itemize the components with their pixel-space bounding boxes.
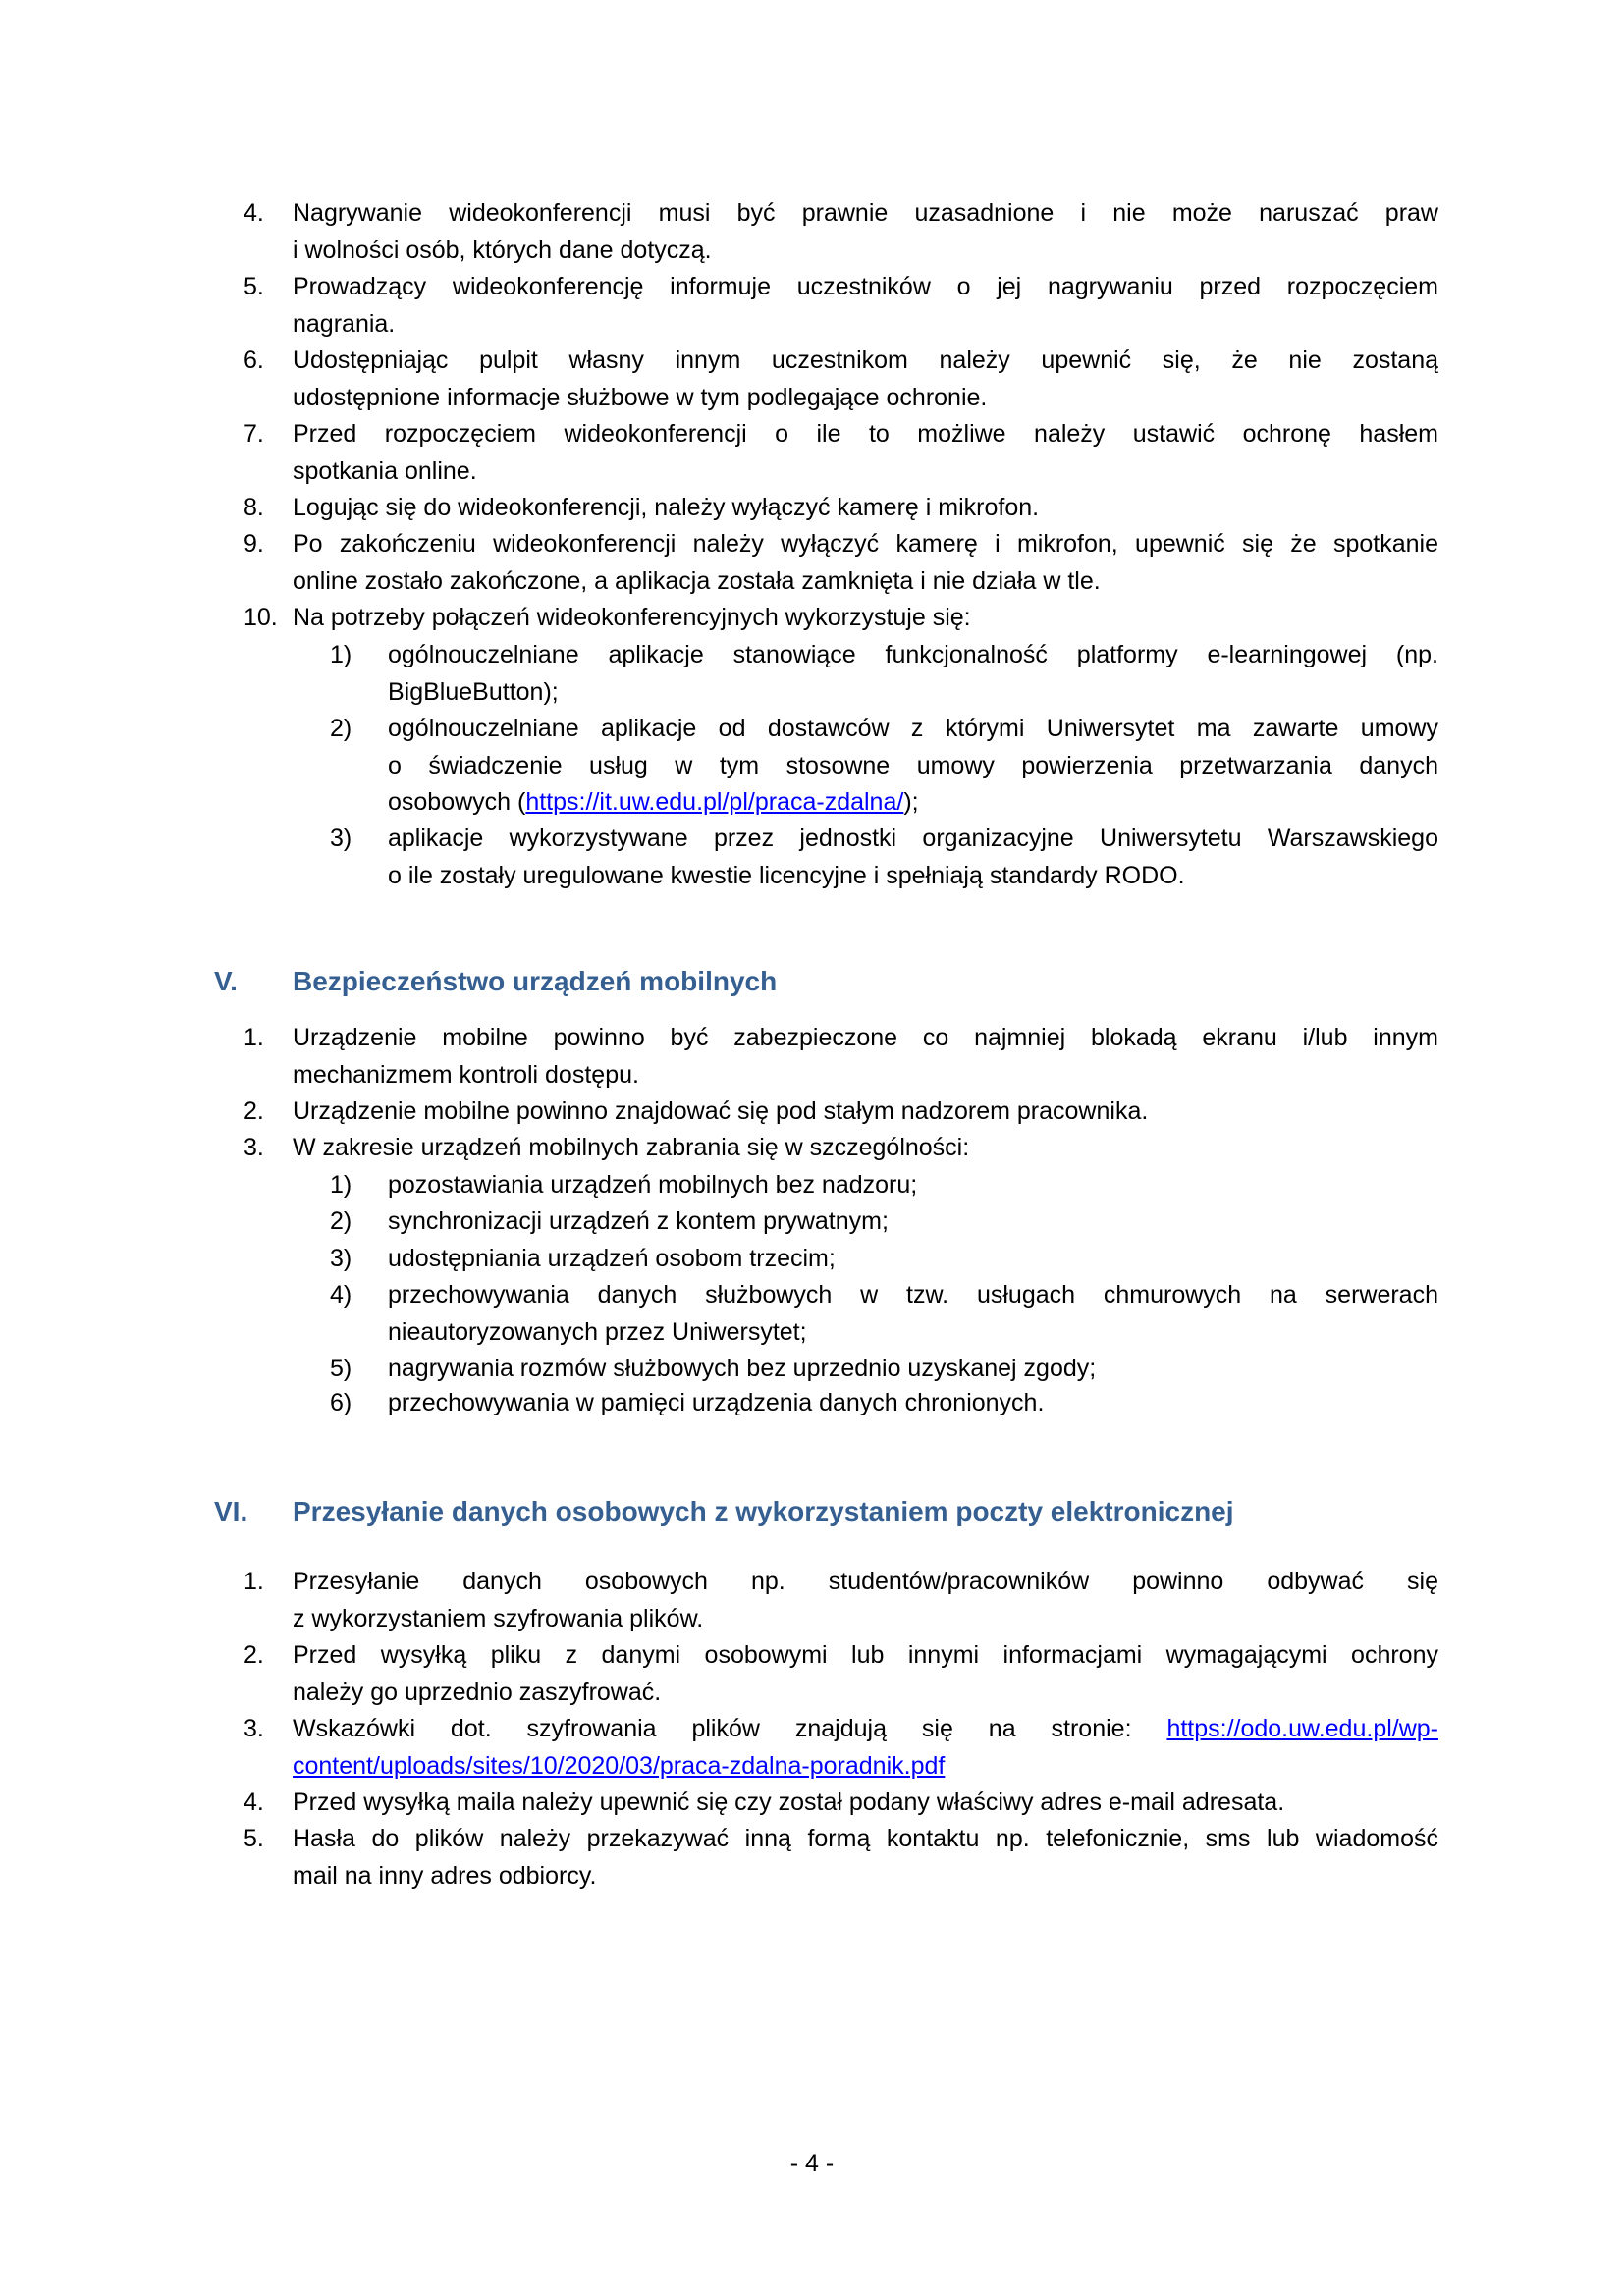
- text-prefix: Wskazówki dot. szyfrowania plików znajdują się na stronie:: [293, 1715, 1167, 1742]
- item-text: Przesyłanie danych osobowych np. studentów/pracowników powinno odbywać się: [293, 1568, 1438, 1595]
- item-text-with-link: [293, 1711, 1438, 1748]
- item-text: Udostępniając pulpit własny innym uczestnikom należy upewnić się, że nie zostaną: [293, 347, 1438, 374]
- subitem-number: 3): [330, 1245, 352, 1272]
- text-suffix: );: [903, 788, 919, 816]
- item-text-with-link: [388, 784, 1438, 822]
- item-text: z wykorzystaniem szyfrowania plików.: [293, 1604, 704, 1632]
- item-text: mechanizmem kontroli dostępu.: [293, 1060, 639, 1089]
- text-prefix: osobowych (: [388, 788, 526, 816]
- item-text-with-link: [293, 1748, 1438, 1786]
- item-text: Hasła do plików należy przekazywać inną formą kontaktu np. telefonicznie, sms lub wiadomość: [293, 1825, 1438, 1852]
- item-text: o świadczenie usług w tym stosowne umowy powierzenia przetwarzania danych: [388, 751, 1438, 779]
- item-text: pozostawiania urządzeń mobilnych bez nadzoru;: [388, 1171, 918, 1199]
- encryption-guide-link-continued[interactable]: content/uploads/sites/10/2020/03/praca-zdalna-poradnik.pdf: [293, 1751, 946, 1780]
- section-number: VI.: [214, 1496, 248, 1526]
- item-number: 5.: [244, 1825, 264, 1852]
- item-number: 1.: [244, 1568, 264, 1595]
- item-text: BigBlueButton);: [388, 677, 559, 706]
- section-title: Przesyłanie danych osobowych z wykorzystaniem poczty elektronicznej: [293, 1496, 1234, 1526]
- item-text: przechowywania danych służbowych w tzw. usługach chmurowych na serwerach: [388, 1281, 1438, 1308]
- praca-zdalna-link[interactable]: https://it.uw.edu.pl/pl/praca-zdalna/: [525, 788, 904, 816]
- item-text: Przed wysyłką maila należy upewnić się czy został podany właściwy adres e-mail adresata.: [293, 1789, 1285, 1816]
- section-number: V.: [214, 966, 238, 996]
- item-text: online zostało zakończone, a aplikacja została zamknięta i nie działa w tle.: [293, 566, 1101, 595]
- item-number: 3.: [244, 1134, 264, 1161]
- item-text: Przed wysyłką pliku z danymi osobowymi lub innymi informacjami wymagającymi ochrony: [293, 1641, 1438, 1669]
- item-text: udostępnione informacje służbowe w tym podlegające ochronie.: [293, 383, 988, 411]
- item-text: nagrywania rozmów służbowych bez uprzednio uzyskanej zgody;: [388, 1355, 1097, 1382]
- subitem-number: 2): [330, 715, 352, 742]
- item-text: synchronizacji urządzeń z kontem prywatnym;: [388, 1207, 889, 1235]
- item-text: spotkania online.: [293, 456, 477, 485]
- item-number: 1.: [244, 1024, 264, 1051]
- item-number: 2.: [244, 1641, 264, 1669]
- item-number: 5.: [244, 273, 264, 300]
- item-text: Urządzenie mobilne powinno być zabezpieczone co najmniej blokadą ekranu i/lub innym: [293, 1024, 1438, 1051]
- item-number: 8.: [244, 494, 264, 521]
- item-number: 7.: [244, 420, 264, 448]
- item-text: ogólnouczelniane aplikacje od dostawców z którymi Uniwersytet ma zawarte umowy: [388, 715, 1438, 742]
- subitem-number: 2): [330, 1207, 352, 1235]
- item-text: ogólnouczelniane aplikacje stanowiące funkcjonalność platformy e-learningowej (np.: [388, 641, 1438, 668]
- item-text: nieautoryzowanych przez Uniwersytet;: [388, 1317, 807, 1346]
- subitem-number: 4): [330, 1281, 352, 1308]
- item-text: aplikacje wykorzystywane przez jednostki organizacyjne Uniwersytetu Warszawskiego: [388, 825, 1438, 852]
- item-text: udostępniania urządzeń osobom trzecim;: [388, 1245, 836, 1272]
- subitem-number: 1): [330, 641, 352, 668]
- page-number: - 4 -: [789, 2150, 835, 2177]
- item-text: Urządzenie mobilne powinno znajdować się pod stałym nadzorem pracownika.: [293, 1097, 1149, 1125]
- item-text: o ile zostały uregulowane kwestie licencyjne i spełniają standardy RODO.: [388, 861, 1185, 889]
- item-text: Prowadzący wideokonferencję informuje uczestników o jej nagrywaniu przed rozpoczęciem: [293, 273, 1438, 300]
- item-text: Po zakończeniu wideokonferencji należy wyłączyć kamerę i mikrofon, upewnić się że spotkanie: [293, 530, 1438, 558]
- item-text: mail na inny adres odbiorcy.: [293, 1861, 597, 1890]
- item-number: 2.: [244, 1097, 264, 1125]
- subitem-number: 5): [330, 1355, 352, 1382]
- section-title: Bezpieczeństwo urządzeń mobilnych: [293, 966, 778, 996]
- item-text: przechowywania w pamięci urządzenia danych chronionych.: [388, 1389, 1045, 1416]
- item-text: nagrania.: [293, 309, 396, 338]
- item-text: Na potrzeby połączeń wideokonferencyjnych wykorzystuje się:: [293, 604, 971, 631]
- item-number: 6.: [244, 347, 264, 374]
- subitem-number: 6): [330, 1389, 352, 1416]
- item-text: Logując się do wideokonferencji, należy wyłączyć kamerę i mikrofon.: [293, 494, 1040, 521]
- item-text: W zakresie urządzeń mobilnych zabrania się w szczególności:: [293, 1134, 970, 1161]
- item-text: Przed rozpoczęciem wideokonferencji o ile to możliwe należy ustawić ochronę hasłem: [293, 420, 1438, 448]
- item-number: 9.: [244, 530, 264, 558]
- item-text: i wolności osób, których dane dotyczą.: [293, 236, 712, 264]
- item-number: 10.: [244, 604, 278, 631]
- item-number: 3.: [244, 1715, 264, 1742]
- item-number: 4.: [244, 199, 264, 227]
- item-number: 4.: [244, 1789, 264, 1816]
- subitem-number: 1): [330, 1171, 352, 1199]
- encryption-guide-link[interactable]: https://odo.uw.edu.pl/wp-: [1166, 1715, 1438, 1742]
- item-text: należy go uprzednio zaszyfrować.: [293, 1678, 662, 1706]
- subitem-number: 3): [330, 825, 352, 852]
- item-text: Nagrywanie wideokonferencji musi być prawnie uzasadnione i nie może naruszać praw: [293, 199, 1438, 227]
